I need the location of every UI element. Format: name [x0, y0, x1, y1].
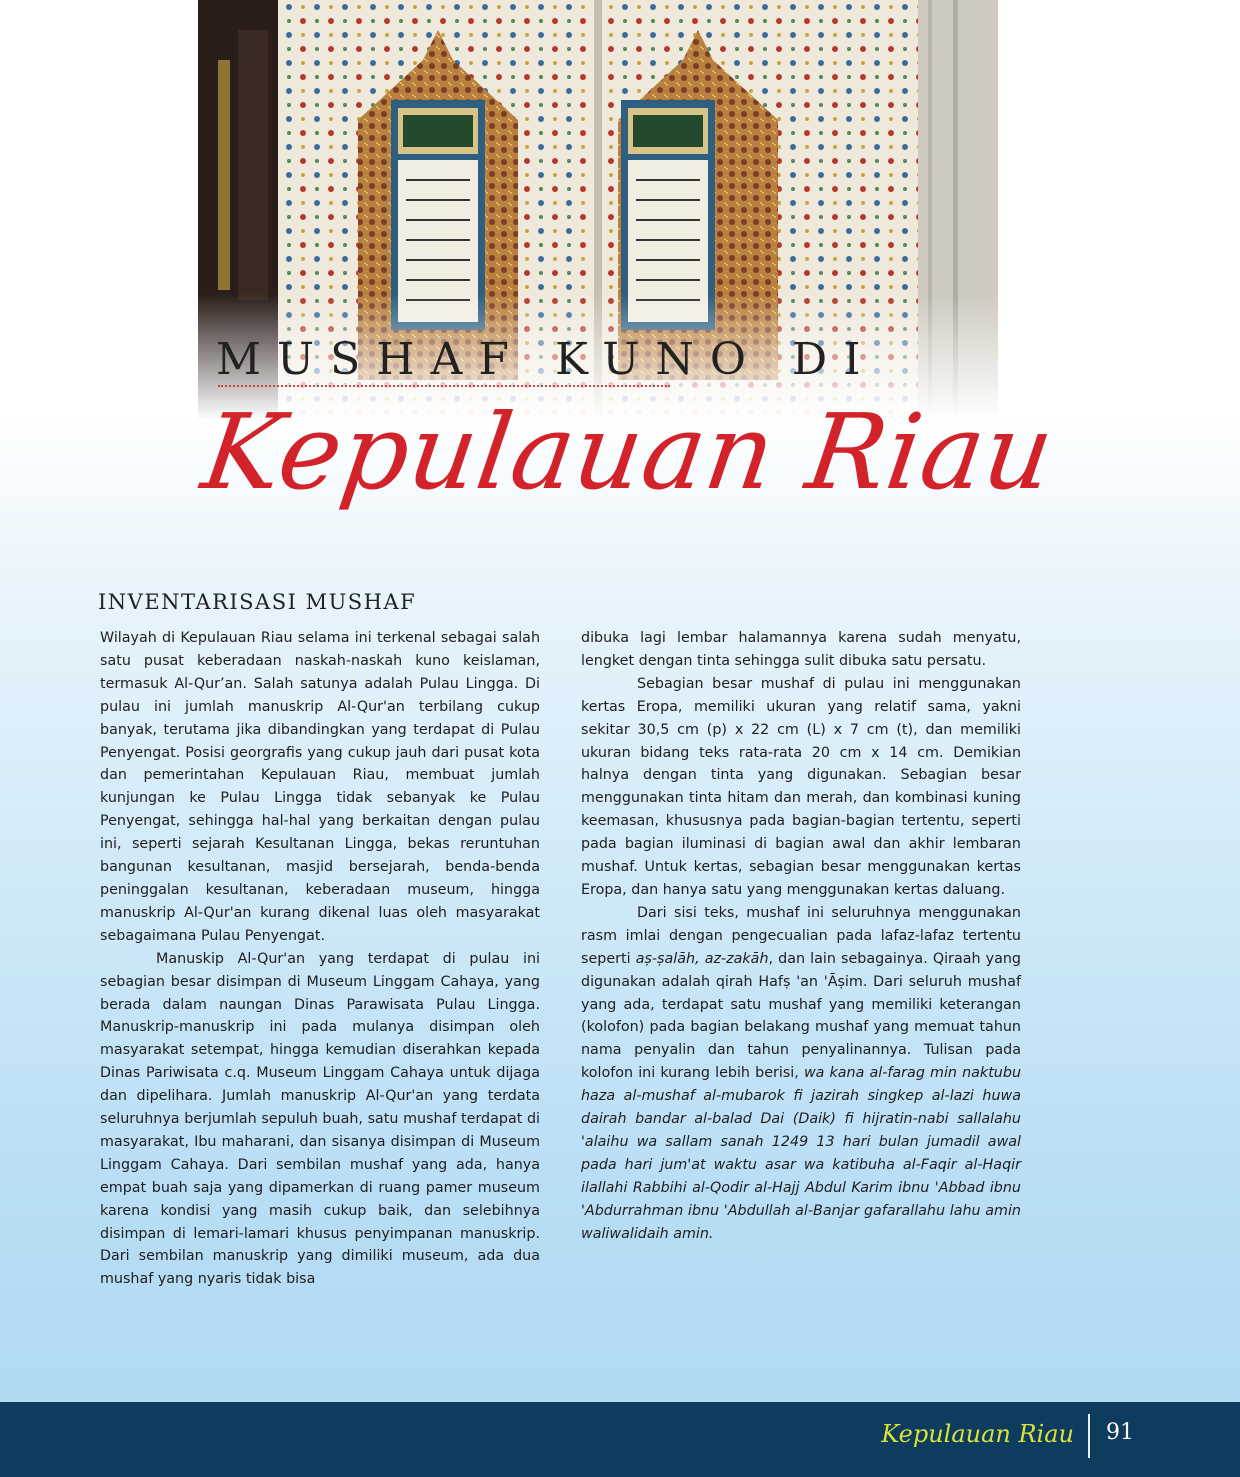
footer-divider — [1088, 1414, 1090, 1458]
article-column-left — [100, 627, 540, 1291]
article-column-right — [581, 627, 1021, 1245]
title-divider — [218, 385, 670, 387]
paragraph: Manuskip Al-Qur'an yang terdapat di pulau ini sebagian besar disimpan di Museum Linggam Cahaya, yang berada dalam naungan Dinas Parawisata Pulau Lingga. Manuskrip-manuskrip ini pada mulanya disimpan oleh masyarakat setempat, hingga kemudian diserahkan kepada Dinas Pariwisata c.q. Museum Linggam Cahaya untuk dijaga dan dipelihara. Jumlah manuskrip Al-Qur'an yang terdata seluruhnya berjumlah sepuluh buah, satu mushaf terdapat di masyarakat, Ibu maharani, dan sisanya disimpan di Museum Linggam Cahaya. Dari sembilan mushaf yang ada, hanya empat buah saja yang dipamerkan di ruang pamer museum karena kondisi yang masih cukup baik, dan selebihnya disimpan di lemari-lamari khusus penyimpanan manuskrip. Dari sembilan manuskrip yang dimiliki museum, ada dua mushaf yang nyaris tidak bisa — [100, 950, 540, 1288]
text-run: , dan lain sebagainya. Qiraah yang digunakan adalah qirah Hafṣ 'an 'Āṣim. Dari seluruh mushaf yang ada, terdapat satu mushaf yang memiliki keterangan (kolofon) pada bagian belakang mushaf yang memuat tahun nama penyalin dan tahun penyalinannya. Tulisan pada kolofon ini kurang lebih berisi, — [581, 950, 1021, 1082]
paragraph: Sebagian besar mushaf di pulau ini menggunakan kertas Eropa, memiliki ukuran yang relatif sama, yakni sekitar 30,5 cm (p) x 22 cm (L) x 7 cm (t), dan memiliki ukuran bidang teks rata-rata 20 cm x 14 cm. Demikian halnya dengan tinta yang digunakan. Sebagian besar menggunakan tinta hitam dan merah, dan kombinasi kuning keemasan, khususnya pada bagian-bagian tertentu, seperti pada bagian iluminasi di bagian awal dan akhir lembaran mushaf. Untuk kertas, sebagian besar menggunakan kertas Eropa, dan hanya satu yang menggunakan kertas daluang. — [581, 675, 1021, 898]
text-run: Dari sisi teks, mushaf ini seluruhnya menggunakan rasm imlai dengan pengecualian pada lafaz-lafaz tertentu seperti — [581, 904, 1021, 967]
colophon-quote: wa kana al-farag min naktubu haza al-mushaf al-mubarok fi jazirah singkep al-lazi huwa dairah bandar al-balad Dai (Daik) fi hijratin-nabi sallalahu 'alaihu wa sallam sanah 1249 13 hari bulan jumadil awal pada hari jum'at waktu asar wa katibuha al-Faqir al-Haqir ilallahi Rabbihi al-Qodir al-Hajj Abdul Karim ibnu 'Abbad ibnu 'Abdurrahman ibnu 'Abdullah al-Banjar gafarallahu lahu amin waliwalidaih amin. — [581, 1065, 1022, 1242]
footer-publication-title: Kepulauan Riau — [881, 1420, 1074, 1448]
paragraph: dibuka lagi lembar halamannya karena sudah menyatu, lengket dengan tinta sehingga sulit dibuka satu persatu. — [581, 630, 1021, 669]
title-kicker: MUSHAF KUNO DI — [216, 334, 877, 385]
paragraph — [581, 902, 1021, 1246]
page-footer — [0, 1402, 1240, 1477]
paragraph: Wilayah di Kepulauan Riau selama ini terkenal sebagai salah satu pusat keberadaan naskah-naskah kuno keislaman, termasuk Al-Qur’an. Salah satunya adalah Pulau Lingga. Di pulau ini jumlah manuskrip Al-Qur'an terbilang cukup banyak, terutama jika dibandingkan yang terdapat di Pulau Penyengat. Posisi georgrafis yang cukup jauh dari pusat kota dan pemerintahan Kepulauan Riau, membuat jumlah kunjungan ke Pulau Lingga tidak sebanyak ke Pulau Penyengat, sehingga hal-hal yang berkaitan dengan pulau ini, seperti sejarah Kesultanan Lingga, bekas reruntuhan bangunan kesultanan, masjid bersejarah, benda-benda peninggalan kesultanan, keberadaan museum, hingga manuskrip Al-Qur'an kurang dikenal luas oleh masyarakat sebagaimana Pulau Penyengat. — [100, 630, 540, 944]
title-script: Kepulauan Riau — [195, 391, 1062, 513]
page-number: 91 — [1106, 1420, 1134, 1445]
section-heading: INVENTARISASI MUSHAF — [98, 590, 417, 614]
italic-term: aṣ-ṣalāh, az-zakāh — [635, 950, 769, 967]
